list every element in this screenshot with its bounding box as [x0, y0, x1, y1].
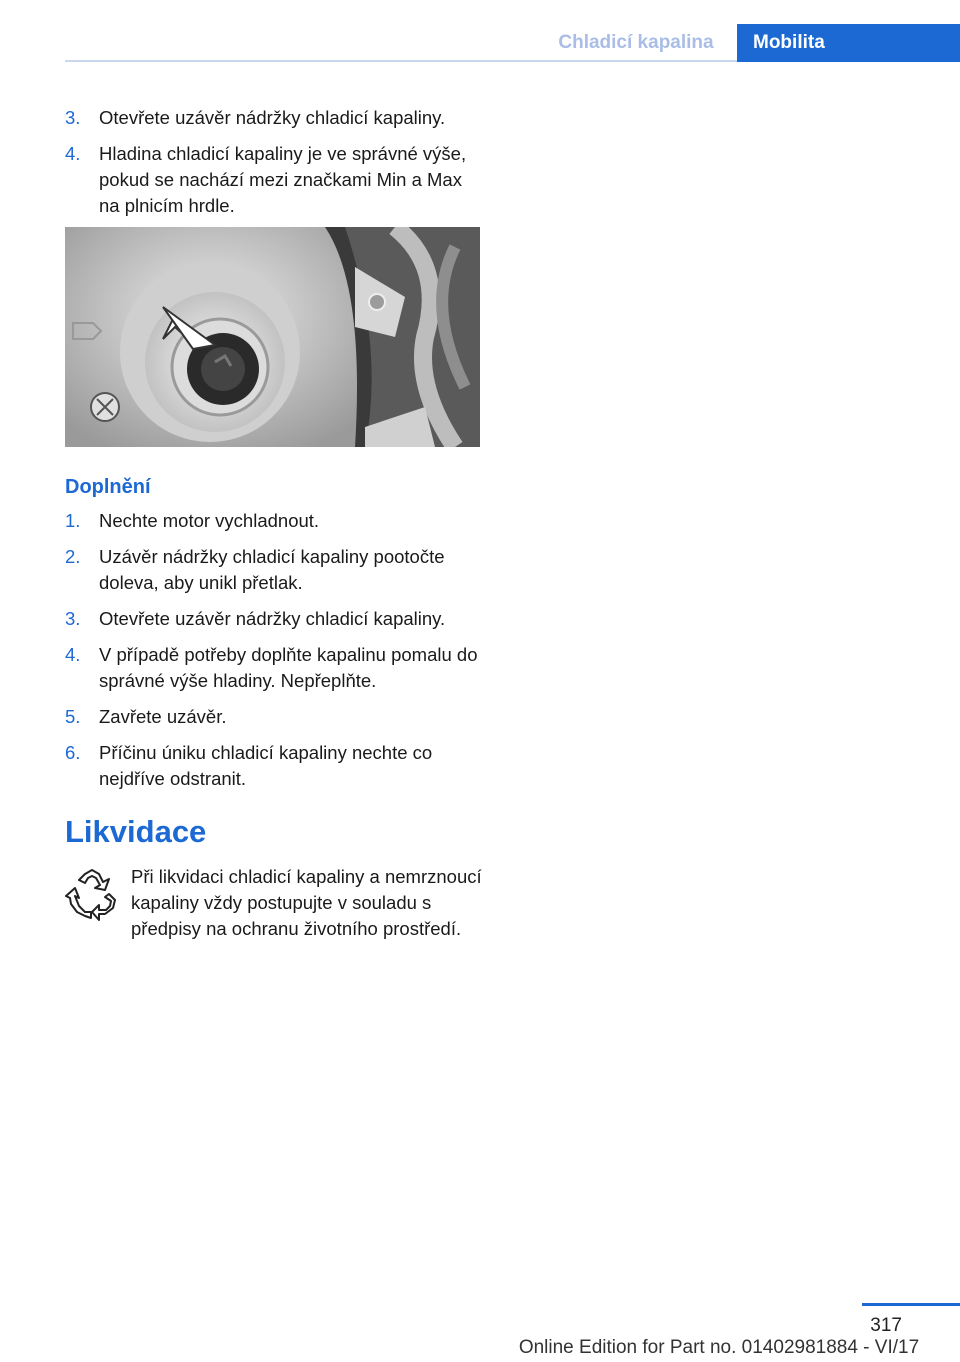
refill-steps: [65, 508, 485, 802]
list-item: [65, 141, 485, 219]
page-number-rule: [862, 1303, 960, 1306]
coolant-reservoir-photo: [65, 227, 480, 447]
step-number: 6.: [65, 742, 81, 763]
step-number: 3.: [65, 107, 81, 128]
list-item: [65, 740, 485, 792]
step-text: Otevřete uzávěr nádržky chladicí kapaliny.: [99, 608, 446, 629]
step-number: 1.: [65, 510, 81, 531]
list-item: [65, 544, 485, 596]
disposal-paragraph: [65, 864, 485, 942]
step-text: Příčinu úniku chladicí kapaliny nechte co nejdříve odstranit.: [99, 742, 433, 789]
list-item: [65, 508, 485, 534]
list-item: [65, 642, 485, 694]
refill-heading: Doplnění: [65, 476, 151, 498]
step-text: Uzávěr nádržky chladicí kapaliny pootočte doleva, aby unikl přetlak.: [99, 546, 445, 593]
list-item: [65, 704, 485, 730]
icon-spacer: [65, 864, 131, 942]
list-item: [65, 105, 485, 131]
check-level-steps: [65, 105, 485, 229]
step-number: 4.: [65, 143, 81, 164]
step-number: 2.: [65, 546, 81, 567]
step-text: V případě potřeby doplňte kapalinu pomalu do správné výše hladiny. Nepřeplňte.: [99, 644, 478, 691]
step-number: 3.: [65, 608, 81, 629]
list-item: [65, 606, 485, 632]
page-number: 317: [870, 1315, 902, 1336]
step-text: Zavřete uzávěr.: [99, 706, 227, 727]
step-text: Nechte motor vychladnout.: [99, 510, 320, 531]
step-text: Hladina chladicí kapaliny je ve správné výše, pokud se nachází mezi značkami Min a Max na plnicím hrdle.: [99, 143, 467, 216]
disposal-text: Při likvidaci chladicí kapaliny a nemrznoucí kapaliny vždy postupujte v souladu s předpisy na ochranu životního prostředí.: [131, 866, 482, 939]
tab-section-title[interactable]: Chladicí kapalina: [558, 32, 714, 53]
step-text: Otevřete uzávěr nádržky chladicí kapaliny.: [99, 107, 446, 128]
disposal-heading: Likvidace: [65, 814, 207, 849]
tab-chapter-title[interactable]: Mobilita: [737, 24, 960, 62]
step-number: 4.: [65, 644, 81, 665]
edition-footer: Online Edition for Part no. 01402981884 - VI/17: [518, 1337, 920, 1358]
step-number: 5.: [65, 706, 81, 727]
